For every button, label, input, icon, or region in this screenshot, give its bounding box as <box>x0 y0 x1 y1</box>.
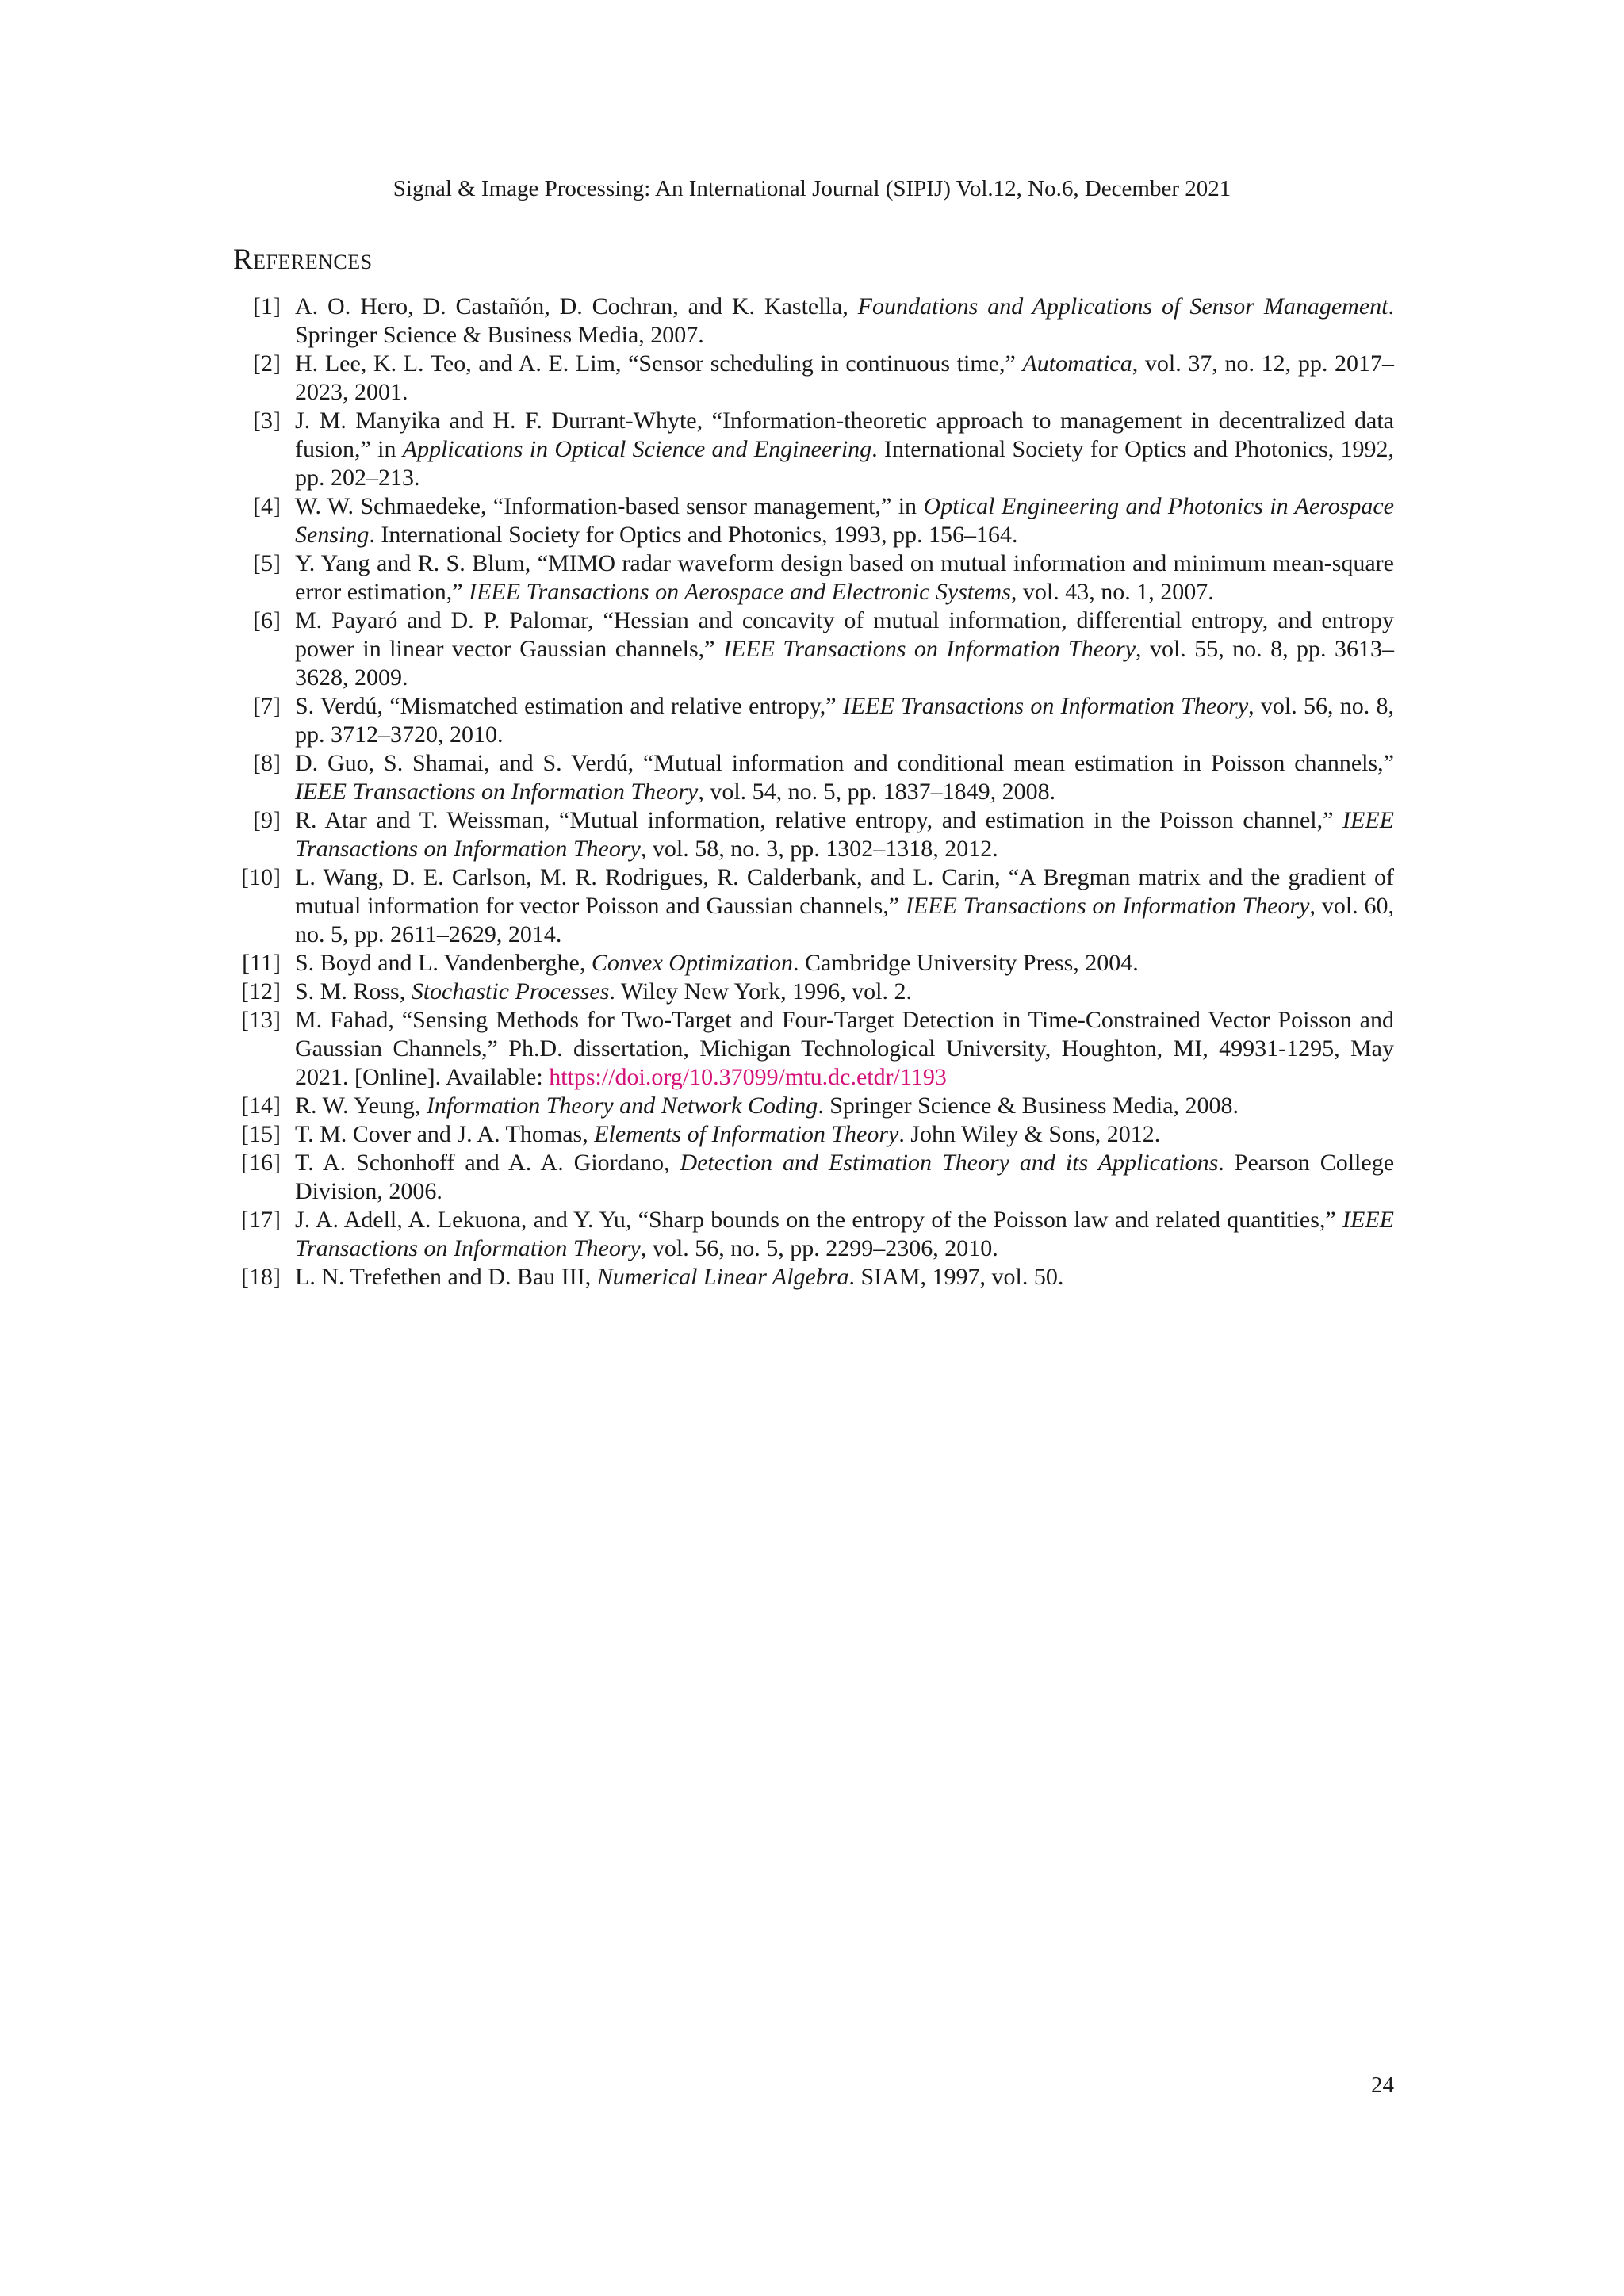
reference-publication: . John Wiley & Sons, 2012. <box>898 1121 1161 1147</box>
reference-title: Automatica <box>1022 350 1132 377</box>
reference-authors: T. M. Cover and J. A. Thomas, <box>295 1121 595 1147</box>
reference-item <box>233 692 1394 749</box>
reference-number: [10] <box>241 864 281 890</box>
reference-publication: . Wiley New York, 1996, vol. 2. <box>609 978 912 1004</box>
running-header: Signal & Image Processing: An International Journal (SIPIJ) Vol.12, No.6, December 2021 <box>393 176 1231 201</box>
reference-title: IEEE Transactions on Information Theory <box>295 807 1394 862</box>
reference-item <box>233 1206 1394 1263</box>
reference-number: [9] <box>253 807 281 833</box>
reference-title: IEEE Transactions on Information Theory <box>722 636 1136 662</box>
reference-authors: S. M. Ross, <box>295 978 412 1004</box>
reference-item <box>233 863 1394 949</box>
reference-title: IEEE Transactions on Information Theory <box>842 693 1249 719</box>
reference-publication: , vol. 43, no. 1, 2007. <box>1010 579 1214 605</box>
reference-item <box>233 1149 1394 1206</box>
reference-number: [15] <box>241 1121 281 1147</box>
reference-number: [17] <box>241 1207 281 1233</box>
reference-item <box>233 293 1394 350</box>
reference-link[interactable]: https://doi.org/10.37099/mtu.dc.etdr/1193 <box>549 1064 947 1090</box>
reference-authors: M. Fahad, “Sensing Methods for Two-Target and Four-Target Detection in Time-Constrained Vector Poisson and Gaussian Channels,” Ph.D. dissertation, Michigan Technological University, Houghton, MI, 49931-1295, May 2021. [Online]. Available: <box>295 1007 1394 1090</box>
reference-title: Stochastic Processes <box>411 978 610 1004</box>
reference-number: [7] <box>253 693 281 719</box>
reference-title: IEEE Transactions on Information Theory <box>295 779 699 805</box>
reference-item <box>233 407 1394 492</box>
reference-item <box>233 978 1394 1006</box>
reference-authors: R. Atar and T. Weissman, “Mutual information, relative entropy, and estimation in the Poisson channel,” <box>295 807 1343 833</box>
reference-number: [4] <box>253 493 281 519</box>
reference-item <box>233 1006 1394 1092</box>
reference-publication: . International Society for Optics and Photonics, 1992, pp. 202–213. <box>295 436 1395 491</box>
reference-authors: S. Verdú, “Mismatched estimation and relative entropy,” <box>295 693 843 719</box>
reference-item <box>233 806 1394 863</box>
reference-publication: . International Society for Optics and Photonics, 1993, pp. 156–164. <box>369 522 1018 548</box>
reference-publication: . SIAM, 1997, vol. 50. <box>848 1264 1064 1290</box>
reference-title: Optical Engineering and Photonics in Aerospace Sensing <box>295 493 1394 548</box>
reference-publication: , vol. 54, no. 5, pp. 1837–1849, 2008. <box>698 779 1056 805</box>
reference-authors: L. Wang, D. E. Carlson, M. R. Rodrigues, R. Calderbank, and L. Carin, “A Bregman matrix and the gradient of mutual information for vector Poisson and Gaussian channels,” <box>295 864 1394 919</box>
reference-authors: L. N. Trefethen and D. Bau III, <box>295 1264 597 1290</box>
reference-authors: A. O. Hero, D. Castañón, D. Cochran, and K. Kastella, <box>295 293 858 320</box>
reference-number: [8] <box>253 750 281 776</box>
reference-publication: , vol. 56, no. 8, pp. 3712–3720, 2010. <box>295 693 1394 748</box>
reference-item <box>233 607 1394 692</box>
reference-publication: . Springer Science & Business Media, 2007. <box>295 293 1394 348</box>
reference-item <box>233 549 1394 607</box>
reference-number: [6] <box>253 607 281 633</box>
reference-number: [11] <box>242 950 281 976</box>
reference-title: Applications in Optical Science and Engineering <box>402 436 872 462</box>
reference-publication: , vol. 56, no. 5, pp. 2299–2306, 2010. <box>640 1235 998 1261</box>
reference-number: [1] <box>253 293 281 320</box>
reference-authors: T. A. Schonhoff and A. A. Giordano, <box>295 1150 680 1176</box>
reference-item <box>233 749 1394 806</box>
reference-title: Information Theory and Network Coding <box>426 1093 818 1119</box>
reference-list <box>233 293 1394 1292</box>
reference-item <box>233 350 1394 407</box>
page-number: 24 <box>1371 2072 1394 2098</box>
reference-number: [13] <box>241 1007 281 1033</box>
section-title: References <box>233 243 373 276</box>
reference-item <box>233 1120 1394 1149</box>
reference-authors: H. Lee, K. L. Teo, and A. E. Lim, “Sensor scheduling in continuous time,” <box>295 350 1023 377</box>
reference-publication: , vol. 60, no. 5, pp. 2611–2629, 2014. <box>295 893 1394 947</box>
reference-authors: S. Boyd and L. Vandenberghe, <box>295 950 592 976</box>
reference-authors: W. W. Schmaedeke, “Information-based sensor management,” in <box>295 493 924 519</box>
reference-title: Detection and Estimation Theory and its Applications <box>680 1150 1219 1176</box>
reference-item <box>233 1092 1394 1120</box>
reference-authors: D. Guo, S. Shamai, and S. Verdú, “Mutual information and conditional mean estimation in Poisson channels,” <box>295 750 1394 776</box>
reference-authors: Y. Yang and R. S. Blum, “MIMO radar waveform design based on mutual information and minimum mean-square error estimation,” <box>295 550 1394 605</box>
reference-publication: , vol. 55, no. 8, pp. 3613–3628, 2009. <box>295 636 1394 691</box>
reference-publication: . Cambridge University Press, 2004. <box>792 950 1139 976</box>
reference-number: [12] <box>241 978 281 1004</box>
reference-title: IEEE Transactions on Information Theory <box>295 1207 1394 1261</box>
reference-title: Elements of Information Theory <box>594 1121 899 1147</box>
reference-publication: , vol. 58, no. 3, pp. 1302–1318, 2012. <box>640 836 998 862</box>
reference-number: [2] <box>253 350 281 377</box>
reference-title: Convex Optimization <box>591 950 793 976</box>
reference-authors: J. M. Manyika and H. F. Durrant-Whyte, “Information-theoretic approach to management in decentralized data fusion,” in <box>295 408 1394 462</box>
reference-title: Foundations and Applications of Sensor Management <box>857 293 1388 320</box>
reference-number: [16] <box>241 1150 281 1176</box>
reference-item <box>233 1263 1394 1292</box>
reference-publication: . Pearson College Division, 2006. <box>295 1150 1395 1204</box>
reference-publication: , vol. 37, no. 12, pp. 2017–2023, 2001. <box>295 350 1394 405</box>
reference-number: [14] <box>241 1093 281 1119</box>
reference-title: Numerical Linear Algebra <box>596 1264 849 1290</box>
reference-item <box>233 492 1394 549</box>
reference-item <box>233 949 1394 978</box>
reference-number: [18] <box>241 1264 281 1290</box>
reference-number: [3] <box>253 408 281 434</box>
reference-authors: R. W. Yeung, <box>295 1093 427 1119</box>
reference-title: IEEE Transactions on Aerospace and Electronic Systems <box>469 579 1011 605</box>
reference-number: [5] <box>253 550 281 576</box>
reference-authors: J. A. Adell, A. Lekuona, and Y. Yu, “Sharp bounds on the entropy of the Poisson law and related quantities,” <box>295 1207 1343 1233</box>
reference-title: IEEE Transactions on Information Theory <box>905 893 1310 919</box>
reference-authors: M. Payaró and D. P. Palomar, “Hessian and concavity of mutual information, differential entropy, and entropy power in linear vector Gaussian channels,” <box>295 607 1394 662</box>
reference-publication: . Springer Science & Business Media, 2008. <box>818 1093 1239 1119</box>
